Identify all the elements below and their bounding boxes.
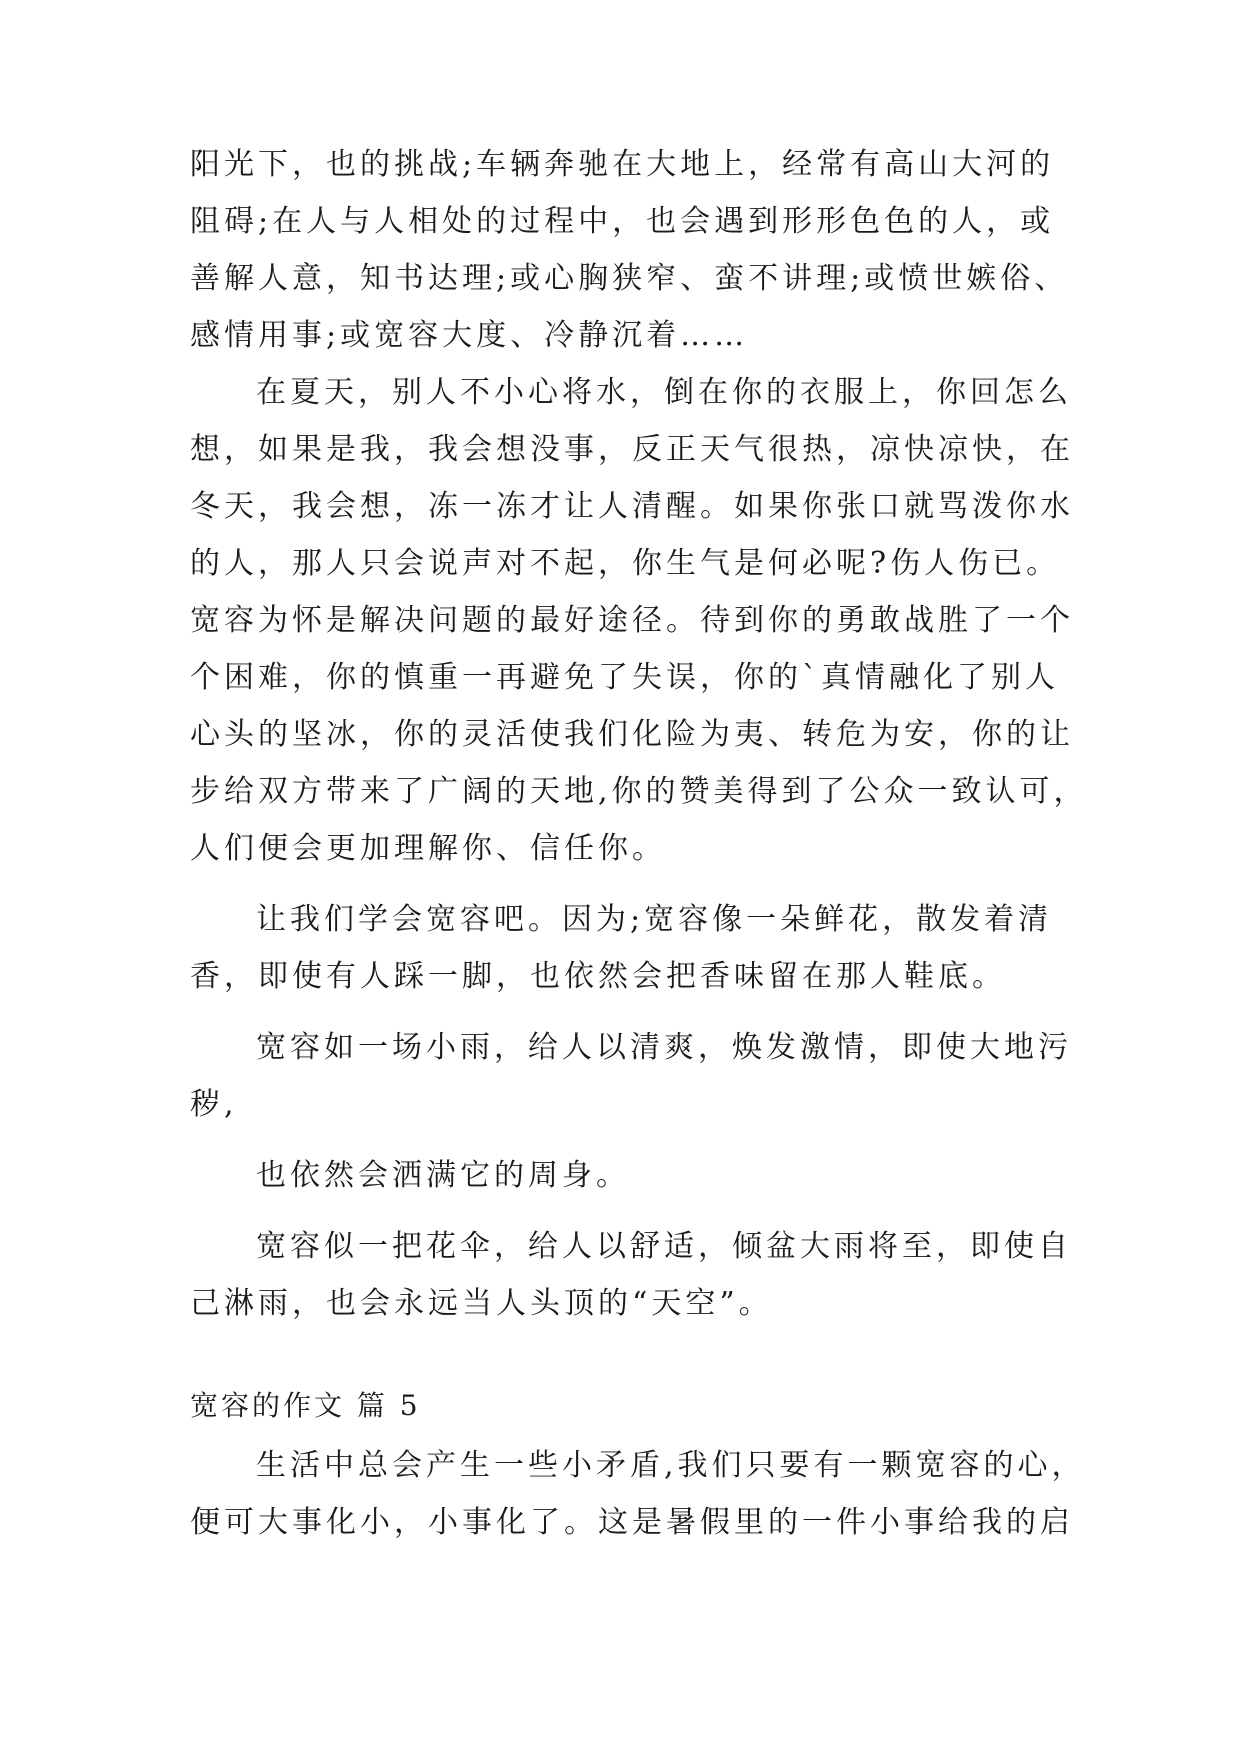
text-line: 步给双方带来了广阔的天地,你的赞美得到了公众一致认可， [190,774,1088,809]
text-line: 便可大事化小，小事化了。这是暑假里的一件小事给我的启 [190,1505,1074,1540]
text-line: 感情用事;或宽容大度、冷静沉着…… [190,318,749,353]
text-line: 人们便会更加理解你、信任你。 [190,831,666,866]
paragraph-first-line: 在夏天，别人不小心将水，倒在你的衣服上，你回怎么 [256,375,1072,410]
text-line: 冬天，我会想，冻一冻才让人清醒。如果你张口就骂泼你水 [190,489,1074,524]
text-line: 香，即使有人踩一脚，也依然会把香味留在那人鞋底。 [190,959,1006,994]
text-line: 宽容为怀是解决问题的最好途径。待到你的勇敢战胜了一个 [190,603,1074,638]
paragraph-first-line: 让我们学会宽容吧。因为;宽容像一朵鲜花，散发着清 [256,902,1053,937]
text-line: 己淋雨，也会永远当人头顶的“天空”。 [190,1286,773,1321]
paragraph-first-line: 也依然会洒满它的周身。 [256,1158,630,1193]
text-line: 心头的坚冰，你的灵活使我们化险为夷、转危为安，你的让 [190,717,1074,752]
text-line: 阳光下，也的挑战;车辆奔驰在大地上，经常有高山大河的 [190,147,1055,182]
paragraph-first-line: 生活中总会产生一些小矛盾,我们只要有一颗宽容的心， [256,1448,1086,1483]
text-line: 的人，那人只会说声对不起，你生气是何必呢?伤人伤已。 [190,546,1061,581]
section-heading: 宽容的作文 篇 5 [190,1389,421,1422]
text-line: 秽, [190,1087,238,1122]
paragraph-first-line: 宽容如一场小雨，给人以清爽，焕发激情，即使大地污 [256,1030,1072,1065]
text-line: 善解人意，知书达理;或心胸狭窄、蛮不讲理;或愤世嫉俗、 [190,261,1069,296]
text-line: 个困难，你的慎重一再避免了失误，你的`真情融化了别人 [190,660,1059,695]
text-line: 想，如果是我，我会想没事，反正天气很热，凉快凉快，在 [190,432,1074,467]
paragraph-first-line: 宽容似一把花伞，给人以舒适，倾盆大雨将至，即使自 [256,1229,1072,1264]
text-line: 阻碍;在人与人相处的过程中，也会遇到形形色色的人，或 [190,204,1055,239]
